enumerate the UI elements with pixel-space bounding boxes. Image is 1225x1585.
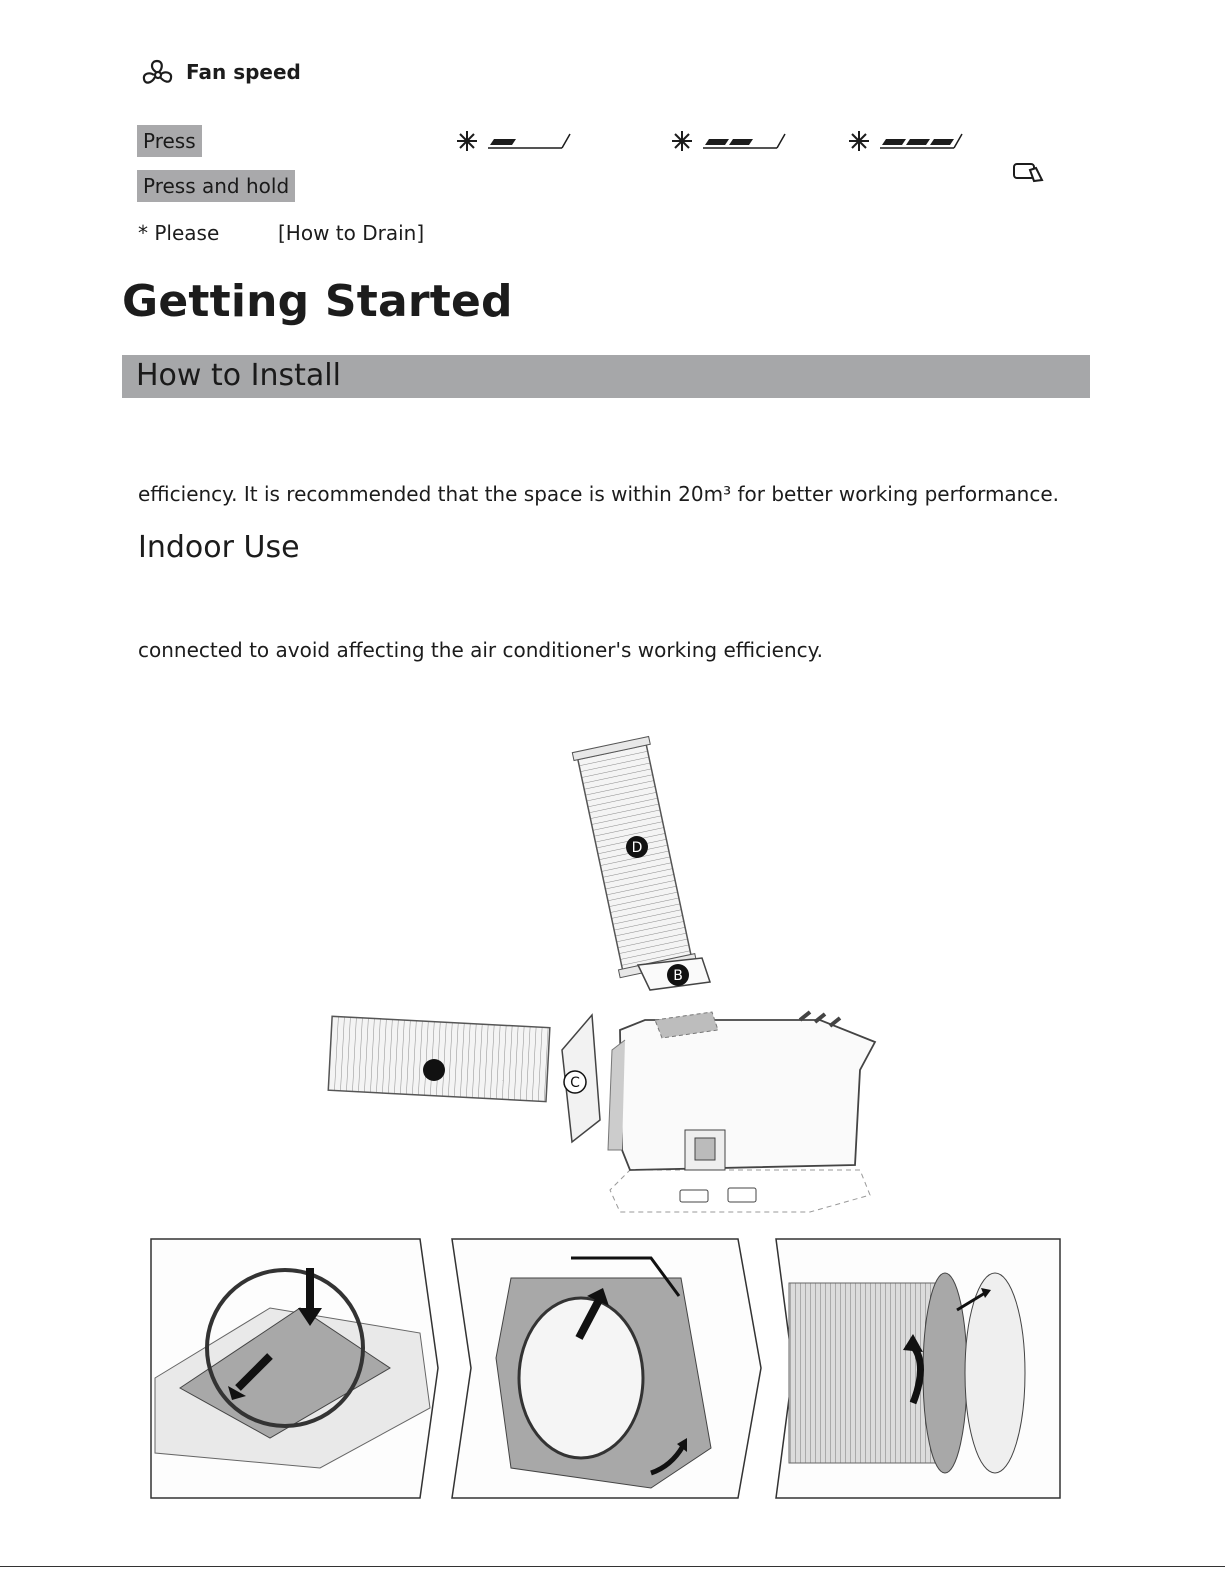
step-2-panel <box>451 1238 763 1500</box>
fan-glyph-icon <box>457 131 477 151</box>
section-title: How to Install <box>136 358 341 393</box>
fan-glyph-icon <box>849 131 869 151</box>
page-bottom-rule <box>0 1566 1225 1567</box>
hose-horizontal <box>328 1016 550 1101</box>
subheading-indoor-use: Indoor Use <box>138 530 300 565</box>
svg-text:C: C <box>570 1075 580 1091</box>
installation-diagram <box>300 720 920 1220</box>
step-3-panel <box>775 1238 1062 1500</box>
label-c <box>564 1071 586 1093</box>
page-title: Getting Started <box>122 276 513 327</box>
fan-speed-low-indicator <box>454 127 574 155</box>
fan-glyph-icon <box>672 131 692 151</box>
paragraph-connected: connected to avoid affecting the air conditioner's working efficiency. <box>138 638 823 662</box>
how-to-drain-link[interactable]: [How to Drain] <box>278 221 425 245</box>
fan-icon <box>140 58 176 90</box>
fan-speed-title: Fan speed <box>186 60 301 84</box>
fan-speed-medium-indicator <box>669 127 789 155</box>
label-b <box>667 964 689 986</box>
press-hold-label: Press and hold <box>137 170 295 202</box>
section-header <box>122 355 1090 398</box>
air-conditioner-unit <box>608 1012 875 1202</box>
press-label: Press <box>137 125 202 157</box>
hose-label-dot <box>423 1059 445 1081</box>
remote-hand-icon <box>1012 160 1046 184</box>
fan-speed-high-indicator <box>846 127 966 155</box>
svg-text:D: D <box>631 840 643 856</box>
step-1-panel <box>150 1238 440 1500</box>
svg-text:B: B <box>673 968 683 984</box>
note-prefix: * Please <box>138 221 220 245</box>
paragraph-efficiency: efficiency. It is recommended that the space is within 20m³ for better working performance. <box>138 482 1060 506</box>
label-d <box>626 836 648 858</box>
